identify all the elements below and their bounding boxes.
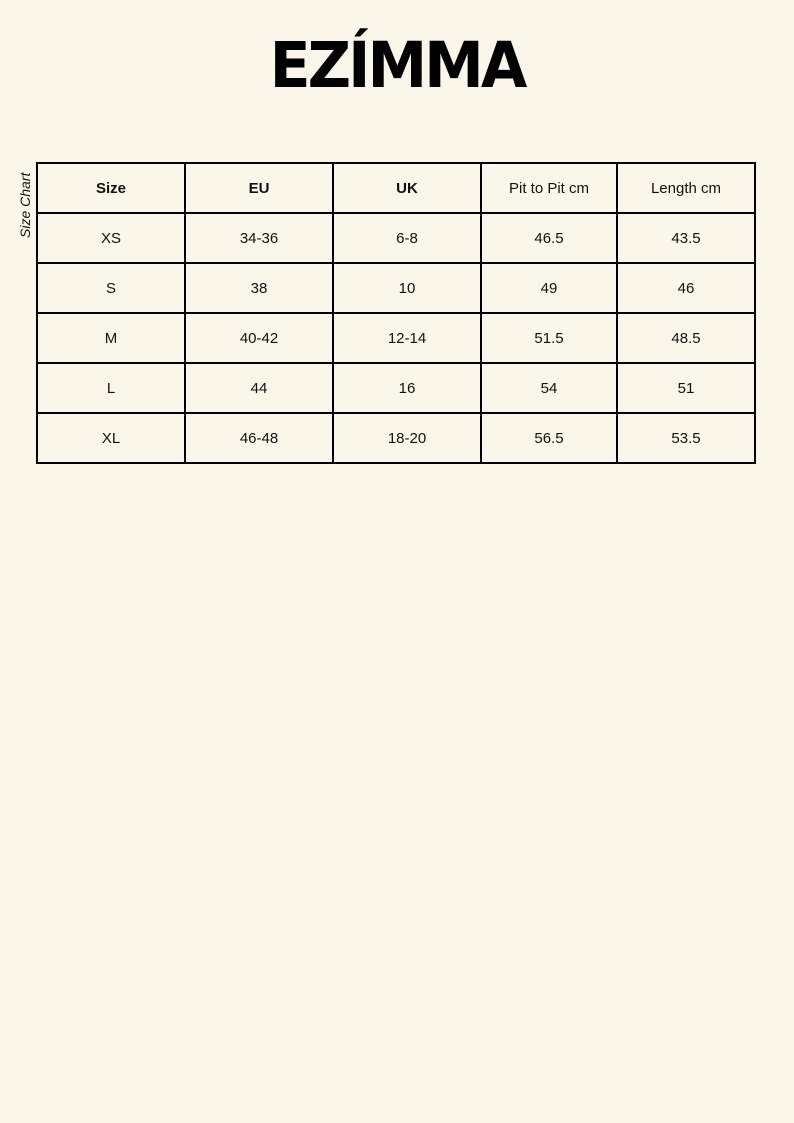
cell-size: M — [37, 313, 185, 363]
cell-length: 51 — [617, 363, 755, 413]
cell-length: 53.5 — [617, 413, 755, 463]
table-row — [37, 213, 755, 263]
cell-uk: 18-20 — [333, 413, 481, 463]
cell-pit-to-pit: 51.5 — [481, 313, 617, 363]
cell-size: XL — [37, 413, 185, 463]
cell-uk: 12-14 — [333, 313, 481, 363]
cell-length: 43.5 — [617, 213, 755, 263]
cell-eu: 40-42 — [185, 313, 333, 363]
size-chart-label: Size Chart — [17, 172, 33, 238]
cell-pit-to-pit: 49 — [481, 263, 617, 313]
cell-uk: 16 — [333, 363, 481, 413]
header-uk: UK — [333, 163, 481, 213]
table-header-row — [37, 163, 755, 213]
cell-pit-to-pit: 56.5 — [481, 413, 617, 463]
table-row — [37, 363, 755, 413]
cell-pit-to-pit: 46.5 — [481, 213, 617, 263]
header-eu: EU — [185, 163, 333, 213]
cell-length: 48.5 — [617, 313, 755, 363]
table-row — [37, 313, 755, 363]
header-size: Size — [37, 163, 185, 213]
cell-eu: 34-36 — [185, 213, 333, 263]
header-pit-to-pit: Pit to Pit cm — [481, 163, 617, 213]
cell-eu: 44 — [185, 363, 333, 413]
cell-uk: 10 — [333, 263, 481, 313]
cell-length: 46 — [617, 263, 755, 313]
cell-size: L — [37, 363, 185, 413]
size-chart-table — [36, 162, 756, 464]
table-row — [37, 263, 755, 313]
header-length: Length cm — [617, 163, 755, 213]
cell-uk: 6-8 — [333, 213, 481, 263]
cell-size: XS — [37, 213, 185, 263]
table-row — [37, 413, 755, 463]
cell-pit-to-pit: 54 — [481, 363, 617, 413]
cell-size: S — [37, 263, 185, 313]
brand-logo: EZÍMMA — [269, 29, 525, 103]
cell-eu: 46-48 — [185, 413, 333, 463]
cell-eu: 38 — [185, 263, 333, 313]
